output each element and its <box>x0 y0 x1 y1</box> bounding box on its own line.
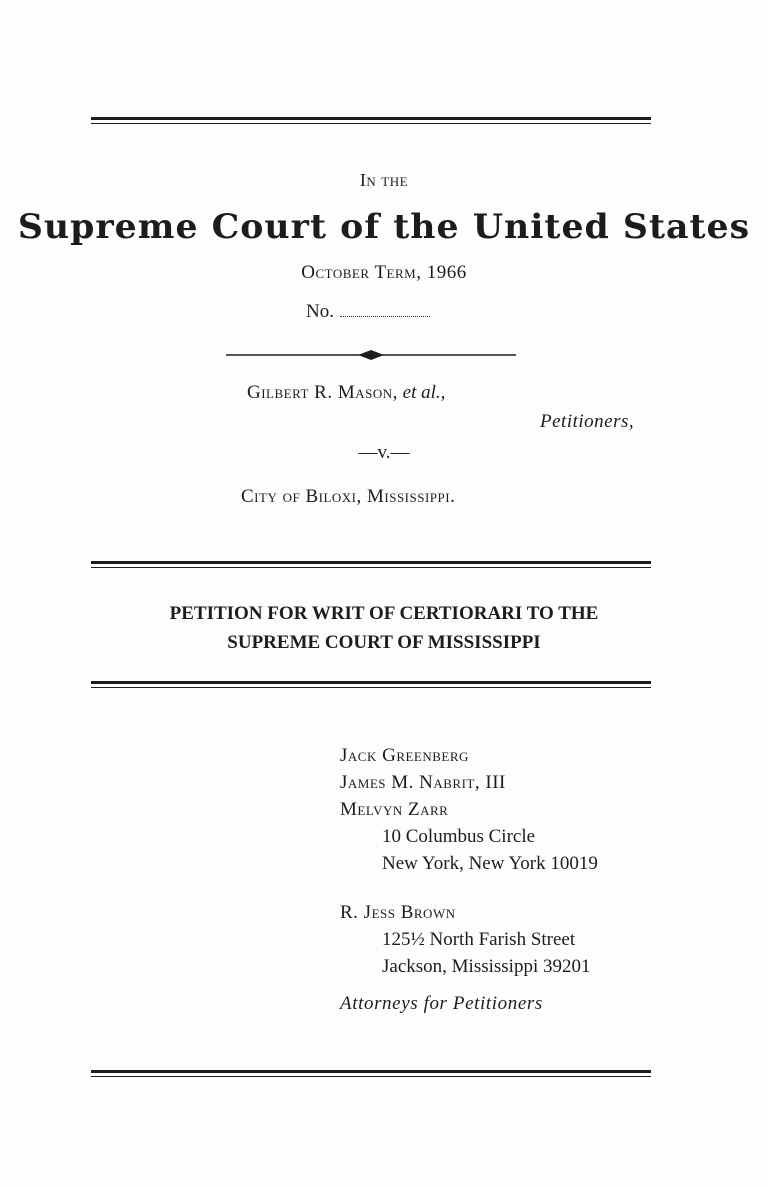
petition-title-line-1: PETITION FOR WRIT OF CERTIORARI TO THE <box>169 603 599 624</box>
et-al: et al., <box>402 382 446 403</box>
court-term: October Term, 1966 <box>301 262 467 283</box>
petition-title <box>0 599 768 657</box>
address-line: 125½ North Farish Street <box>382 929 576 950</box>
address-line: Jackson, Mississippi 39201 <box>382 956 591 977</box>
docket-number-blank <box>340 306 430 317</box>
title-rule <box>91 681 651 688</box>
docket-number <box>306 301 430 323</box>
attorney-name: Melvyn Zarr <box>340 799 449 820</box>
respondent-name: City of Biloxi, Mississippi. <box>241 486 456 507</box>
attorney-name: Jack Greenberg <box>340 745 469 766</box>
court-name: Supreme Court of the United States <box>17 207 751 247</box>
docket-number-label: No. <box>306 301 334 322</box>
in-the-heading: In the <box>359 170 409 190</box>
attorneys-label: Attorneys for Petitioners <box>340 993 543 1014</box>
address-line: 10 Columbus Circle <box>382 826 536 847</box>
petition-title-line-2: SUPREME COURT OF MISSISSIPPI <box>227 632 541 653</box>
divider-ornament <box>226 349 516 361</box>
local-attorney-name: R. Jess Brown <box>340 902 456 923</box>
bottom-rule <box>91 1070 651 1077</box>
attorney-name: James M. Nabrit, III <box>340 772 506 793</box>
top-rule <box>91 117 651 124</box>
petitioners-label: Petitioners, <box>540 411 635 432</box>
versus: —v.— <box>358 442 410 463</box>
address-line: New York, New York 10019 <box>382 853 598 874</box>
petitioner-name: Gilbert R. Mason, et al., <box>247 382 446 403</box>
caption-rule <box>91 561 651 568</box>
